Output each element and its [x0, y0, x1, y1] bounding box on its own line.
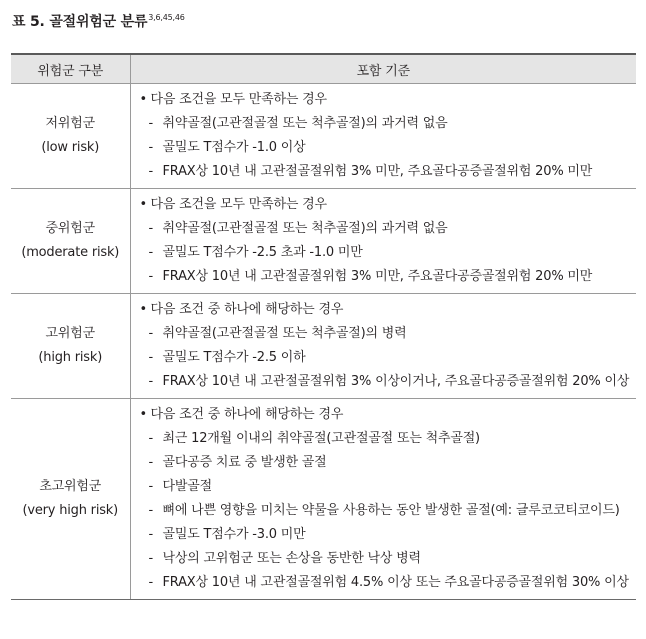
- criteria-item: [140, 322, 637, 346]
- dash-marker: -: [148, 527, 153, 542]
- criteria-cell: [130, 84, 636, 189]
- risk-group-cell: [11, 84, 130, 189]
- criteria-lead-text: 다음 조건 중 하나에 해당하는 경우: [150, 407, 344, 422]
- criteria-cell: [130, 399, 636, 600]
- criteria-item-text: 골밀도 T점수가 -2.5 초과 -1.0 미만: [162, 245, 363, 260]
- criteria-item-text: 뼈에 나쁜 영향을 미치는 약물을 사용하는 동안 발생한 골절(예: 글루코코티코이드): [162, 503, 620, 518]
- criteria-item-text: FRAX상 10년 내 고관절골절위험 3% 이상이거나, 주요골다공증골절위험 20% 이상: [162, 374, 630, 389]
- risk-group-korean: 저위험군: [45, 116, 95, 131]
- dash-marker: -: [148, 269, 153, 284]
- criteria-lead-text: 다음 조건 중 하나에 해당하는 경우: [150, 302, 344, 317]
- criteria-item: [140, 136, 637, 160]
- risk-group-cell: [11, 294, 130, 399]
- criteria-item-text: 골밀도 T점수가 -3.0 미만: [162, 527, 306, 542]
- dash-marker: -: [148, 326, 153, 341]
- risk-group-korean: 초고위험군: [39, 479, 102, 494]
- header-row: [11, 54, 636, 84]
- criteria-item-text: 취약골절(고관절골절 또는 척추골절)의 병력: [162, 326, 407, 341]
- dash-marker: -: [148, 116, 153, 131]
- criteria-item: [140, 547, 637, 571]
- dash-marker: -: [148, 455, 153, 470]
- reference-superscript: 3,6,45,46: [148, 13, 185, 23]
- header-inclusion-criteria: 포함 기준: [130, 54, 636, 84]
- criteria-item-text: 골다공증 치료 중 발생한 골절: [162, 455, 327, 470]
- criteria-cell: [130, 294, 636, 399]
- risk-group-korean: 고위험군: [45, 326, 95, 341]
- criteria-item-text: 최근 12개월 이내의 취약골절(고관절골절 또는 척추골절): [162, 431, 480, 446]
- bullet-marker: •: [139, 92, 147, 107]
- dash-marker: -: [148, 551, 153, 566]
- criteria-item-text: 취약골절(고관절골절 또는 척추골절)의 과거력 없음: [162, 221, 448, 236]
- dash-marker: -: [148, 431, 153, 446]
- fracture-risk-table: [11, 53, 636, 600]
- criteria-item: [140, 346, 637, 370]
- criteria-lead: [140, 298, 637, 322]
- criteria-lead-text: 다음 조건을 모두 만족하는 경우: [150, 92, 327, 107]
- criteria-item-text: 다발골절: [162, 479, 212, 494]
- dash-marker: -: [148, 575, 153, 590]
- criteria-item: [140, 112, 637, 136]
- criteria-item: [140, 499, 637, 523]
- criteria-item-text: FRAX상 10년 내 고관절골절위험 4.5% 이상 또는 주요골다공증골절위험 30% 이상: [162, 575, 629, 590]
- criteria-item: [140, 370, 637, 394]
- table-row-moderate-risk: [11, 189, 636, 294]
- criteria-lead-text: 다음 조건을 모두 만족하는 경우: [150, 197, 327, 212]
- criteria-item: [140, 265, 637, 289]
- criteria-item: [140, 217, 637, 241]
- dash-marker: -: [148, 350, 153, 365]
- criteria-item: [140, 475, 637, 499]
- risk-group-english: (moderate risk): [21, 245, 120, 260]
- risk-group-cell: [11, 399, 130, 600]
- risk-group-english: (very high risk): [22, 503, 119, 518]
- dash-marker: -: [148, 164, 153, 179]
- dash-marker: -: [148, 245, 153, 260]
- bullet-marker: •: [139, 197, 147, 212]
- criteria-item: [140, 523, 637, 547]
- criteria-item-text: FRAX상 10년 내 고관절골절위험 3% 미만, 주요골다공증골절위험 20% 미만: [162, 269, 593, 284]
- criteria-item-text: 골밀도 T점수가 -2.5 이하: [162, 350, 306, 365]
- criteria-item-text: 골밀도 T점수가 -1.0 이상: [162, 140, 306, 155]
- table-caption-text: 표 5. 골절위험군 분류: [12, 14, 148, 30]
- dash-marker: -: [148, 221, 153, 236]
- criteria-cell: [130, 189, 636, 294]
- criteria-item-text: 낙상의 고위험군 또는 손상을 동반한 낙상 병력: [162, 551, 421, 566]
- risk-group-cell: [11, 189, 130, 294]
- criteria-item-text: FRAX상 10년 내 고관절골절위험 3% 미만, 주요골다공증골절위험 20% 미만: [162, 164, 593, 179]
- criteria-item: [140, 427, 637, 451]
- dash-marker: -: [148, 374, 153, 389]
- risk-group-english: (low risk): [41, 140, 100, 155]
- bullet-marker: •: [139, 302, 147, 317]
- table-row-very-high-risk: [11, 399, 636, 600]
- dash-marker: -: [148, 140, 153, 155]
- risk-group-english: (high risk): [38, 350, 103, 365]
- risk-group-korean: 중위험군: [45, 221, 95, 236]
- table-row-low-risk: [11, 84, 636, 189]
- table-row-high-risk: [11, 294, 636, 399]
- criteria-item-text: 취약골절(고관절골절 또는 척추골절)의 과거력 없음: [162, 116, 448, 131]
- bullet-marker: •: [139, 407, 147, 422]
- criteria-item: [140, 241, 637, 265]
- dash-marker: -: [148, 479, 153, 494]
- criteria-lead: [140, 403, 637, 427]
- table-caption: [12, 11, 185, 31]
- criteria-item: [140, 451, 637, 475]
- criteria-item: [140, 160, 637, 184]
- criteria-lead: [140, 193, 637, 217]
- header-risk-group: 위험군 구분: [11, 54, 130, 84]
- criteria-item: [140, 571, 637, 595]
- criteria-lead: [140, 88, 637, 112]
- dash-marker: -: [148, 503, 153, 518]
